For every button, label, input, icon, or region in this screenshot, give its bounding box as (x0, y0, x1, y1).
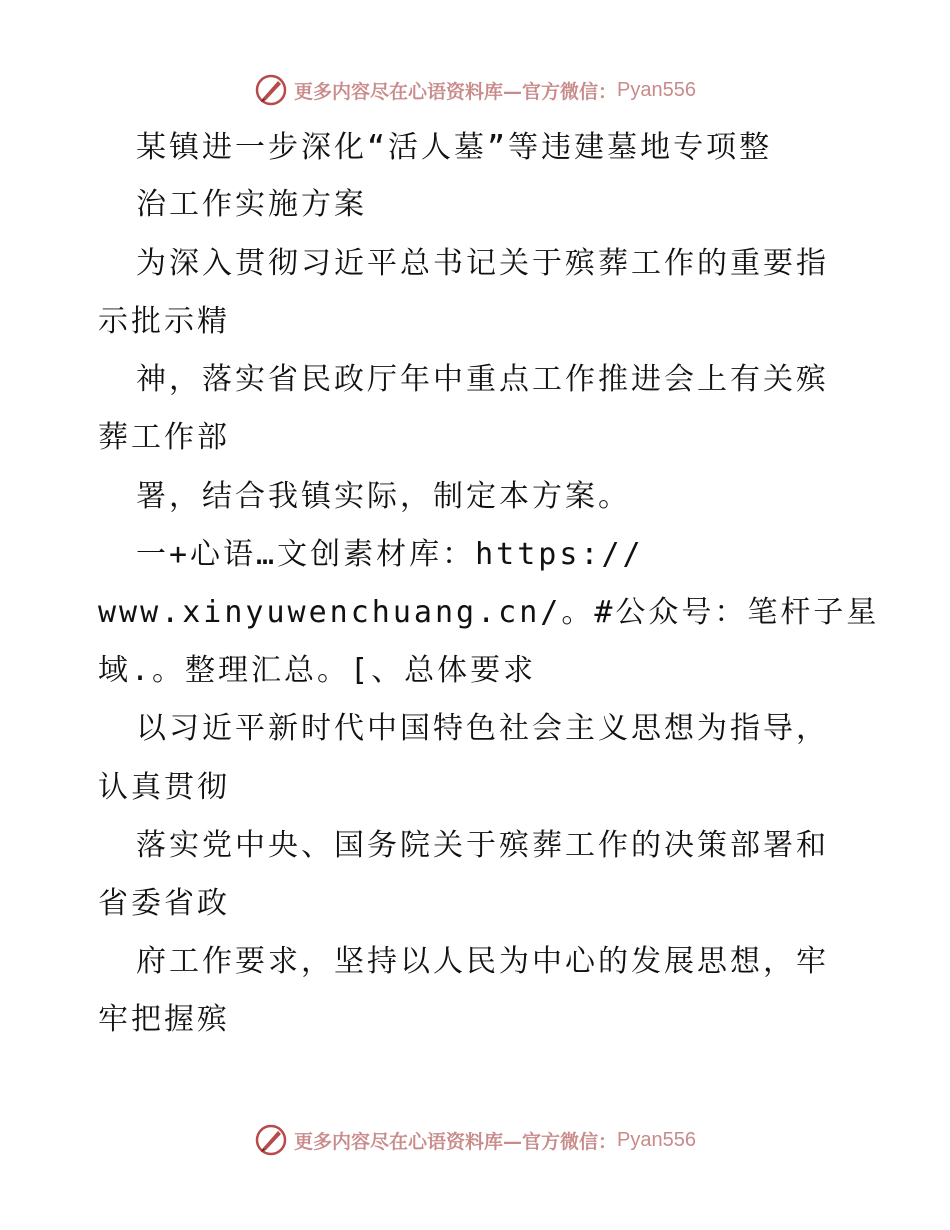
banner-text: 更多内容尽在心语资料库—官方微信： (294, 1130, 618, 1153)
document-line: 署，结合我镇实际，制定本方案。 (136, 479, 631, 514)
document-line: 一+心语…文创素材库：https:// (136, 537, 644, 572)
banner-text: 更多内容尽在心语资料库—官方微信： (294, 80, 618, 103)
document-line: 某镇进一步深化“活人墓”等违建墓地专项整 (136, 130, 773, 165)
pen-nib-logo-icon (254, 1123, 288, 1157)
document-line: 牢把握殡 (98, 1002, 230, 1037)
document-line: 神，落实省民政厅年中重点工作推进会上有关殡 (136, 362, 829, 397)
document-line: 省委省政 (98, 886, 230, 921)
document-line: 府工作要求，坚持以人民为中心的发展思想，牢 (136, 944, 829, 979)
document-line: 治工作实施方案 (136, 187, 367, 222)
header-banner (0, 70, 950, 110)
banner-handle: Pyan556 (617, 78, 696, 101)
document-line: 葬工作部 (98, 420, 230, 455)
banner-handle: Pyan556 (617, 1128, 696, 1151)
document-line: 域.。整理汇总。[、总体要求 (98, 653, 537, 688)
document-line: 为深入贯彻习近平总书记关于殡葬工作的重要指 (136, 246, 829, 281)
footer-banner (0, 1120, 950, 1160)
document-line: 认真贯彻 (98, 770, 230, 805)
pen-nib-logo-icon (254, 73, 288, 107)
document-line: 落实党中央、国务院关于殡葬工作的决策部署和 (136, 828, 829, 863)
document-line: 以习近平新时代中国特色社会主义思想为指导， (136, 711, 829, 746)
document-line: 示批示精 (98, 304, 230, 339)
document-line: www.xinyuwenchuang.cn/。#公众号：笔杆子星 (98, 595, 880, 630)
